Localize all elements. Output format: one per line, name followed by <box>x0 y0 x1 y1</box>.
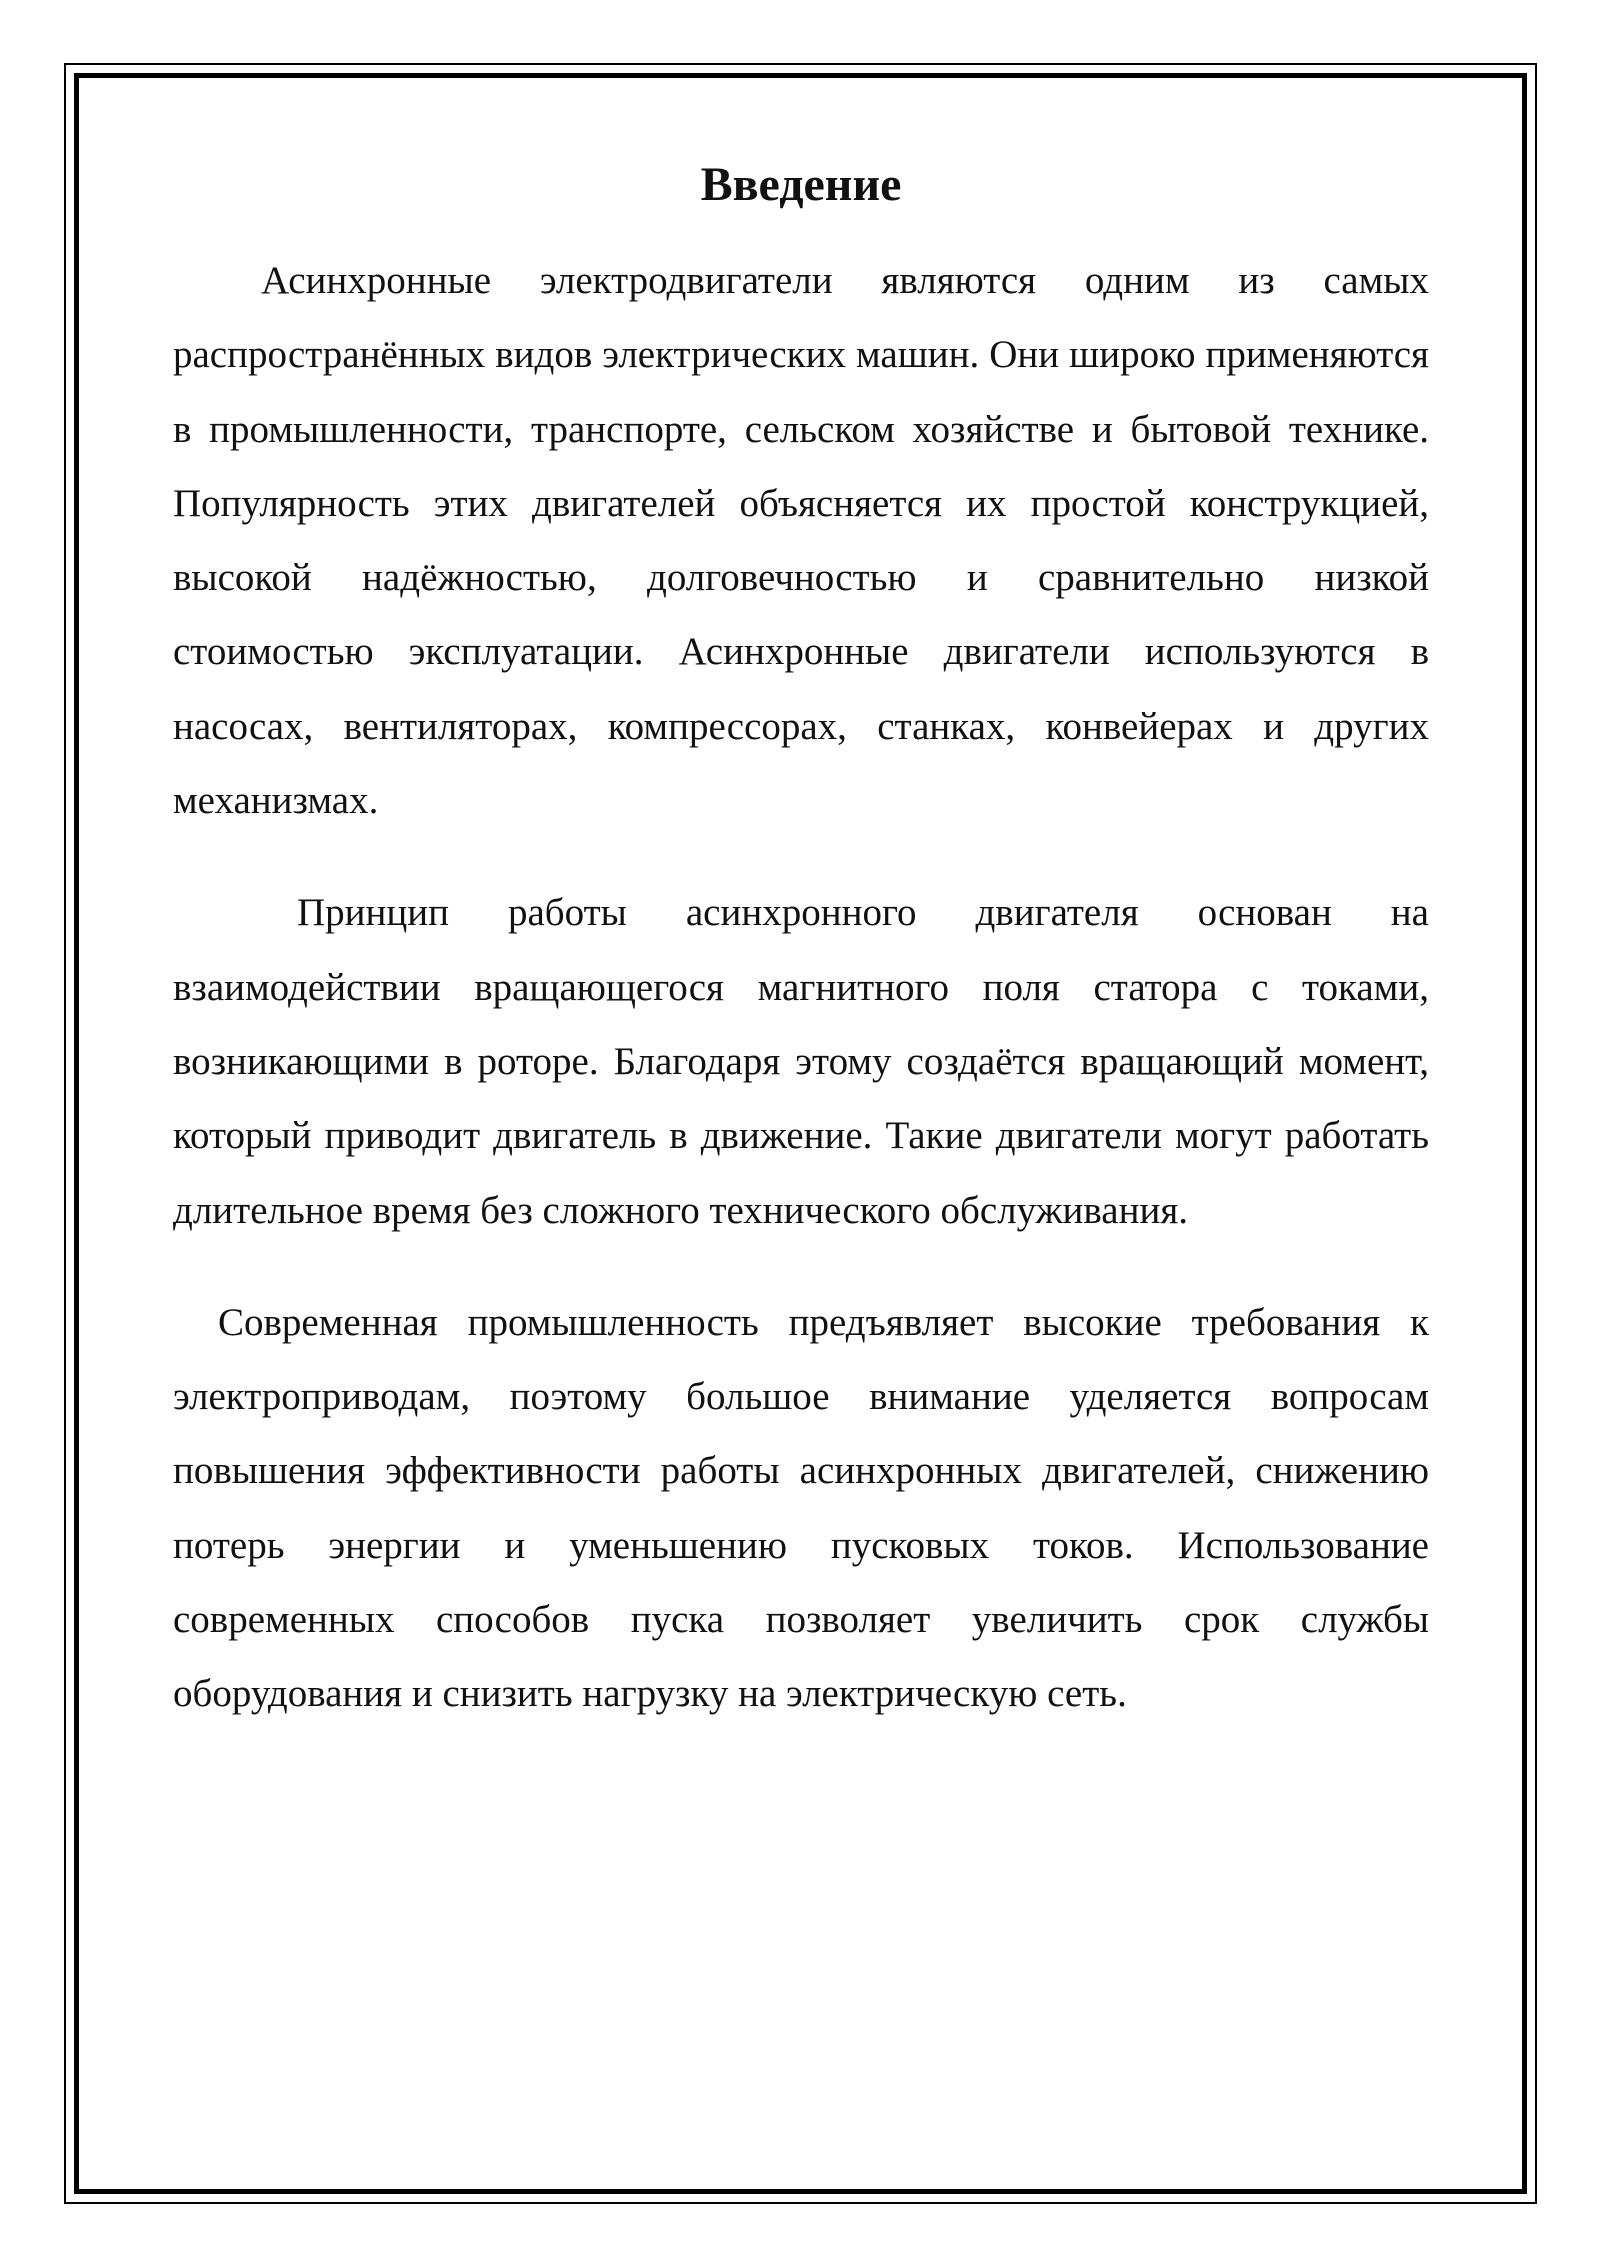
document-title: Введение <box>700 158 902 211</box>
paragraph-3: Современная промышленность предъявляет высокие требования к электроприводам, поэтому большое внимание уделяется вопросам повышения эффективности работы асинхронных двигателей, снижению потерь энергии и уменьшению пусковых токов. Использование современных способов пуска позволяет увеличить срок службы оборудования и снизить нагрузку на электрическую сеть. <box>173 1300 1429 1716</box>
paragraph-2: Принцип работы асинхронного двигателя основан на взаимодействии вращающегося магнитного поля статора с токами, возникающими в роторе. Благодаря этому создаётся вращающий момент, который приводит двигатель в движение. Такие двигатели могут работать длительное время без сложного технического обслуживания. <box>173 891 1429 1232</box>
document-body <box>173 150 1429 1732</box>
paragraph-1: Асинхронные электродвигатели являются одним из самых распространённых видов электрических машин. Они широко применяются в промышленности, транспорте, сельском хозяйстве и бытовой технике. Популярность этих двигателей объясняется их простой конструкцией, высокой надёжностью, долговечностью и сравнительно низкой стоимостью эксплуатации. Асинхронные двигатели используются в насосах, вентиляторах, компрессорах, станках, конвейерах и других механизмах. <box>173 259 1429 823</box>
